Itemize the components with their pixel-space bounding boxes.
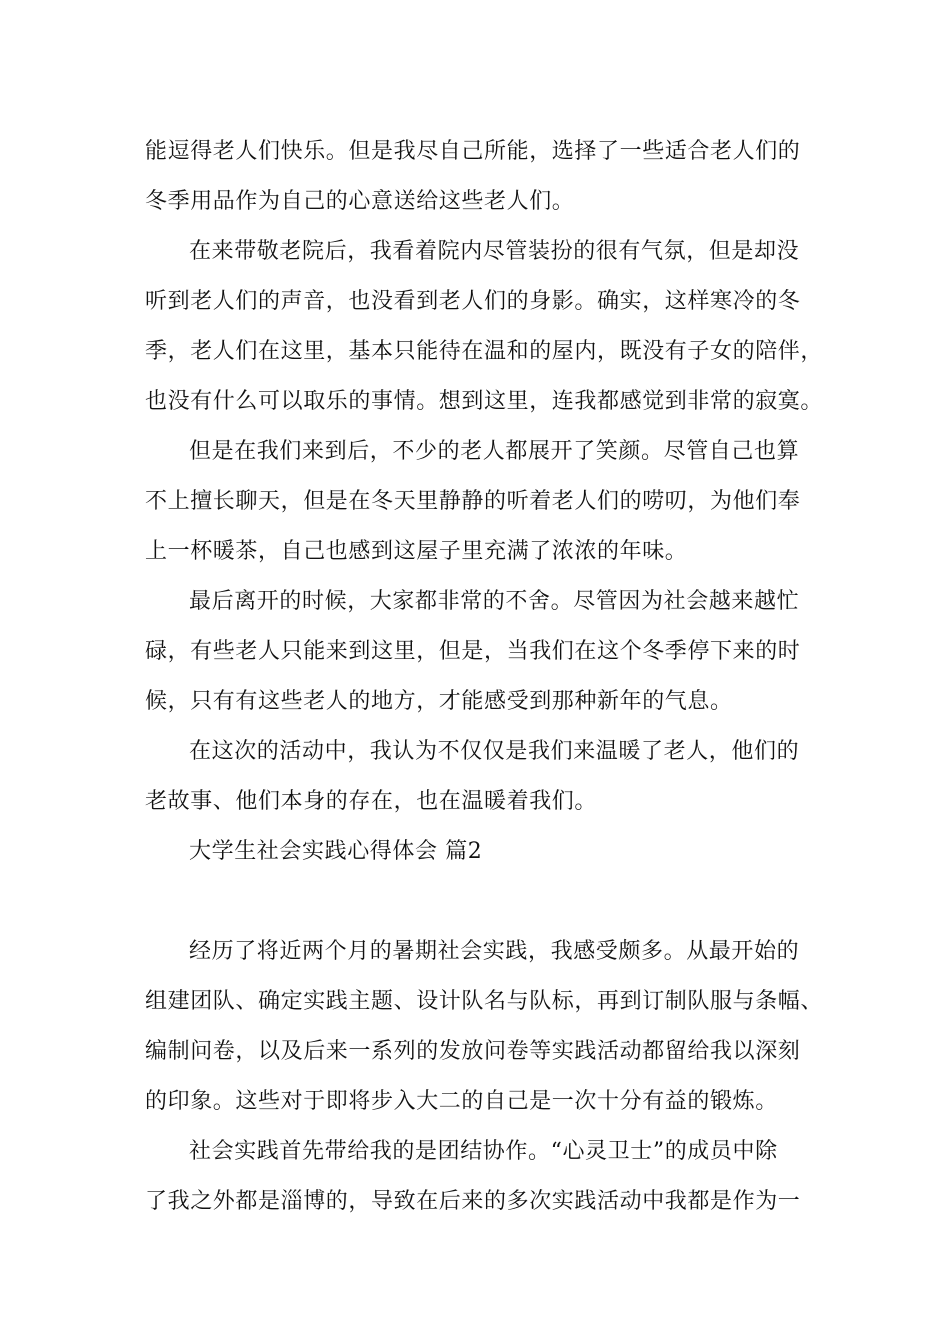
text-line: 能逗得老人们快乐。但是我尽自己所能，选择了一些适合老人们的: [145, 139, 801, 164]
text-line: 组建团队、确定实践主题、设计队名与队标，再到订制队服与条幅、: [145, 989, 824, 1014]
text-line: 也没有什么可以取乐的事情。想到这里，连我都感觉到非常的寂寞。: [145, 389, 824, 414]
text-line: 冬季用品作为自己的心意送给这些老人们。: [145, 189, 575, 214]
text-line: 碌，有些老人只能来到这里，但是，当我们在这个冬季停下来的时: [145, 639, 801, 664]
text-line: 候，只有有这些老人的地方，才能感受到那种新年的气息。: [145, 689, 733, 714]
paragraph-start-line: 在来带敬老院后，我看着院内尽管装扮的很有气氛，但是却没: [189, 239, 800, 264]
text-line: 老故事、他们本身的存在，也在温暖着我们。: [145, 789, 598, 814]
text-line: 编制问卷，以及后来一系列的发放问卷等实践活动都留给我以深刻: [145, 1039, 801, 1064]
paragraph-start-line: 社会实践首先带给我的是团结协作。“心灵卫士”的成员中除: [189, 1139, 778, 1164]
paragraph-start-line: 但是在我们来到后，不少的老人都展开了笑颜。尽管自己也算: [189, 439, 800, 464]
paragraph-start-line: 经历了将近两个月的暑期社会实践，我感受颇多。从最开始的: [189, 939, 800, 964]
text-line: 听到老人们的声音，也没看到老人们的身影。确实，这样寒冷的冬: [145, 289, 801, 314]
text-line: 了我之外都是淄博的，导致在后来的多次实践活动中我都是作为一: [145, 1189, 801, 1214]
paragraph-start-line: 在这次的活动中，我认为不仅仅是我们来温暖了老人，他们的: [189, 739, 800, 764]
blank-line: [145, 882, 810, 932]
document-body: [145, 132, 824, 1232]
text-line: 不上擅长聊天，但是在冬天里静静的听着老人们的唠叨，为他们奉: [145, 489, 801, 514]
section-heading: 大学生社会实践心得体会 篇2: [189, 839, 483, 864]
text-line: 上一杯暖茶，自己也感到这屋子里充满了浓浓的年味。: [145, 539, 688, 564]
text-line: 季，老人们在这里，基本只能待在温和的屋内，既没有子女的陪伴，: [145, 339, 824, 364]
paragraph-start-line: 最后离开的时候，大家都非常的不舍。尽管因为社会越来越忙: [189, 589, 800, 614]
text-line: 的印象。这些对于即将步入大二的自己是一次十分有益的锻炼。: [145, 1089, 778, 1114]
